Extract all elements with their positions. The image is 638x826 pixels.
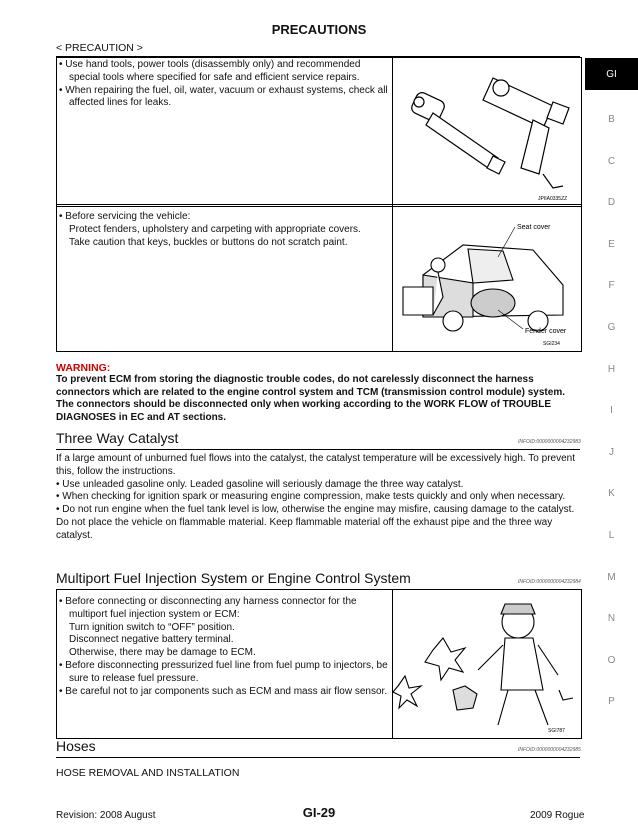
tab-p[interactable]: P bbox=[608, 696, 615, 708]
warning-text: To prevent ECM from storing the diagnostic trouble codes, do not carelessly disconnect the harness connectors which are related to the engine control system and TCM (transmission control module) system. The connectors should be disconnected only when working according to the WORK FLOW of TROUBLE DIAGNOSES in EC and AT sections. bbox=[56, 374, 565, 423]
car-with-covers-illustration bbox=[393, 205, 581, 351]
multiport-sub-3: Otherwise, there may be damage to ECM. bbox=[69, 647, 256, 659]
tools-bullet-2: • When repairing the fuel, oil, water, vacuum or exhaust systems, check all affected lines for leaks. bbox=[59, 84, 388, 109]
warning-block bbox=[56, 362, 580, 424]
callout-seat-cover: Seat cover bbox=[517, 224, 551, 231]
three-way-bullet-2: • When checking for ignition spark or measuring engine compression, make tests quickly and only when necessary. bbox=[56, 491, 566, 503]
tools-section bbox=[56, 57, 582, 207]
multiport-bullet-2: • Before disconnecting pressurized fuel line from fuel pump to injectors, be sure to release fuel pressure. bbox=[59, 659, 388, 684]
dropped-ecm-figure bbox=[392, 589, 582, 739]
tab-gi[interactable]: GI bbox=[585, 58, 638, 90]
tab-i[interactable]: I bbox=[610, 405, 613, 417]
footer-page-number: GI-29 bbox=[302, 805, 336, 820]
tab-c[interactable]: C bbox=[607, 155, 616, 167]
multiport-bullet-3: • Be careful not to jar components such as ECM and mass air flow sensor. bbox=[59, 685, 388, 697]
tab-l[interactable]: L bbox=[608, 530, 615, 541]
tab-e[interactable]: E bbox=[608, 238, 615, 250]
cover-text bbox=[59, 211, 389, 249]
hoses-title: Hoses bbox=[56, 738, 96, 754]
tab-m[interactable]: M bbox=[607, 571, 616, 583]
three-way-body bbox=[56, 453, 580, 543]
mechanic-dropping-ecm-illustration bbox=[393, 590, 581, 738]
vehicle-cover-figure bbox=[392, 204, 582, 352]
tools-bullet-1: • Use hand tools, power tools (disassembly only) and recommended special tools where specified for safe and efficient service repairs. bbox=[59, 59, 361, 83]
warning-label: WARNING: bbox=[56, 362, 111, 374]
multiport-text bbox=[59, 596, 389, 698]
vehicle-cover-section bbox=[56, 204, 582, 352]
cover-line-1: Protect fenders, upholstery and carpeting with appropriate covers. bbox=[69, 223, 361, 235]
tab-k[interactable]: K bbox=[608, 488, 615, 500]
tools-figure bbox=[392, 57, 582, 207]
star-2 bbox=[393, 676, 421, 708]
three-way-bullet-1: • Use unleaded gasoline only. Leaded gasoline will seriously damage the three way catalyst. bbox=[56, 478, 464, 490]
three-way-bullet-3: • Do not run engine when the fuel tank level is low, otherwise the engine may misfire, causing damage to the catalyst. bbox=[56, 504, 575, 516]
tab-j[interactable]: J bbox=[609, 446, 614, 458]
tab-h[interactable]: H bbox=[607, 363, 616, 375]
multiport-title: Multiport Fuel Injection System or Engine Control System bbox=[56, 570, 411, 586]
tools-text bbox=[59, 59, 389, 110]
breadcrumb: < PRECAUTION > bbox=[56, 42, 143, 54]
callout-fender-cover: Fender cover bbox=[525, 328, 567, 335]
cover-bullet: • Before servicing the vehicle: bbox=[59, 211, 191, 222]
power-tools-illustration bbox=[393, 58, 581, 206]
three-way-intro: If a large amount of unburned fuel flows into the catalyst, the catalyst temperature will be excessively high. To prevent this, follow the instructions. bbox=[56, 453, 575, 477]
three-way-id: INFOID:0000000004232983 bbox=[518, 439, 581, 445]
three-way-rule bbox=[56, 449, 580, 450]
tab-b[interactable]: B bbox=[608, 114, 615, 125]
footer-model: 2009 Rogue bbox=[530, 810, 585, 821]
cover-line-2: Take caution that keys, buckles or buttons do not scratch paint. bbox=[69, 236, 348, 248]
figure-id-2: SGI234 bbox=[543, 341, 560, 347]
tab-g[interactable]: G bbox=[607, 322, 616, 333]
tab-n[interactable]: N bbox=[607, 613, 616, 625]
multiport-sub-2: Disconnect negative battery terminal. bbox=[69, 634, 234, 646]
star-1 bbox=[425, 638, 465, 680]
multiport-id: INFOID:0000000004232984 bbox=[518, 579, 581, 585]
figure-id-3: SGI787 bbox=[548, 728, 565, 734]
hoses-id: INFOID:0000000004232985 bbox=[518, 747, 581, 753]
multiport-sub-1: Turn ignition switch to “OFF” position. bbox=[69, 621, 235, 633]
multiport-section bbox=[56, 589, 582, 739]
figure-id-1: JPIIA0335ZZ bbox=[538, 196, 568, 202]
three-way-title: Three Way Catalyst bbox=[56, 430, 179, 446]
tab-o[interactable]: O bbox=[607, 654, 616, 666]
hoses-subheading: HOSE REMOVAL AND INSTALLATION bbox=[56, 767, 240, 779]
hoses-rule bbox=[56, 757, 580, 758]
multiport-bullet-1: • Before connecting or disconnecting any harness connector for the multiport fuel injection system or ECM: bbox=[59, 596, 357, 620]
tab-f[interactable]: F bbox=[608, 280, 615, 292]
tab-d[interactable]: D bbox=[607, 197, 616, 209]
page-title: PRECAUTIONS bbox=[271, 22, 367, 37]
footer-revision: Revision: 2008 August bbox=[56, 810, 156, 821]
three-way-outro: Do not place the vehicle on flammable material. Keep flammable material off the exhaust pipe and the three way catalyst. bbox=[56, 516, 553, 541]
